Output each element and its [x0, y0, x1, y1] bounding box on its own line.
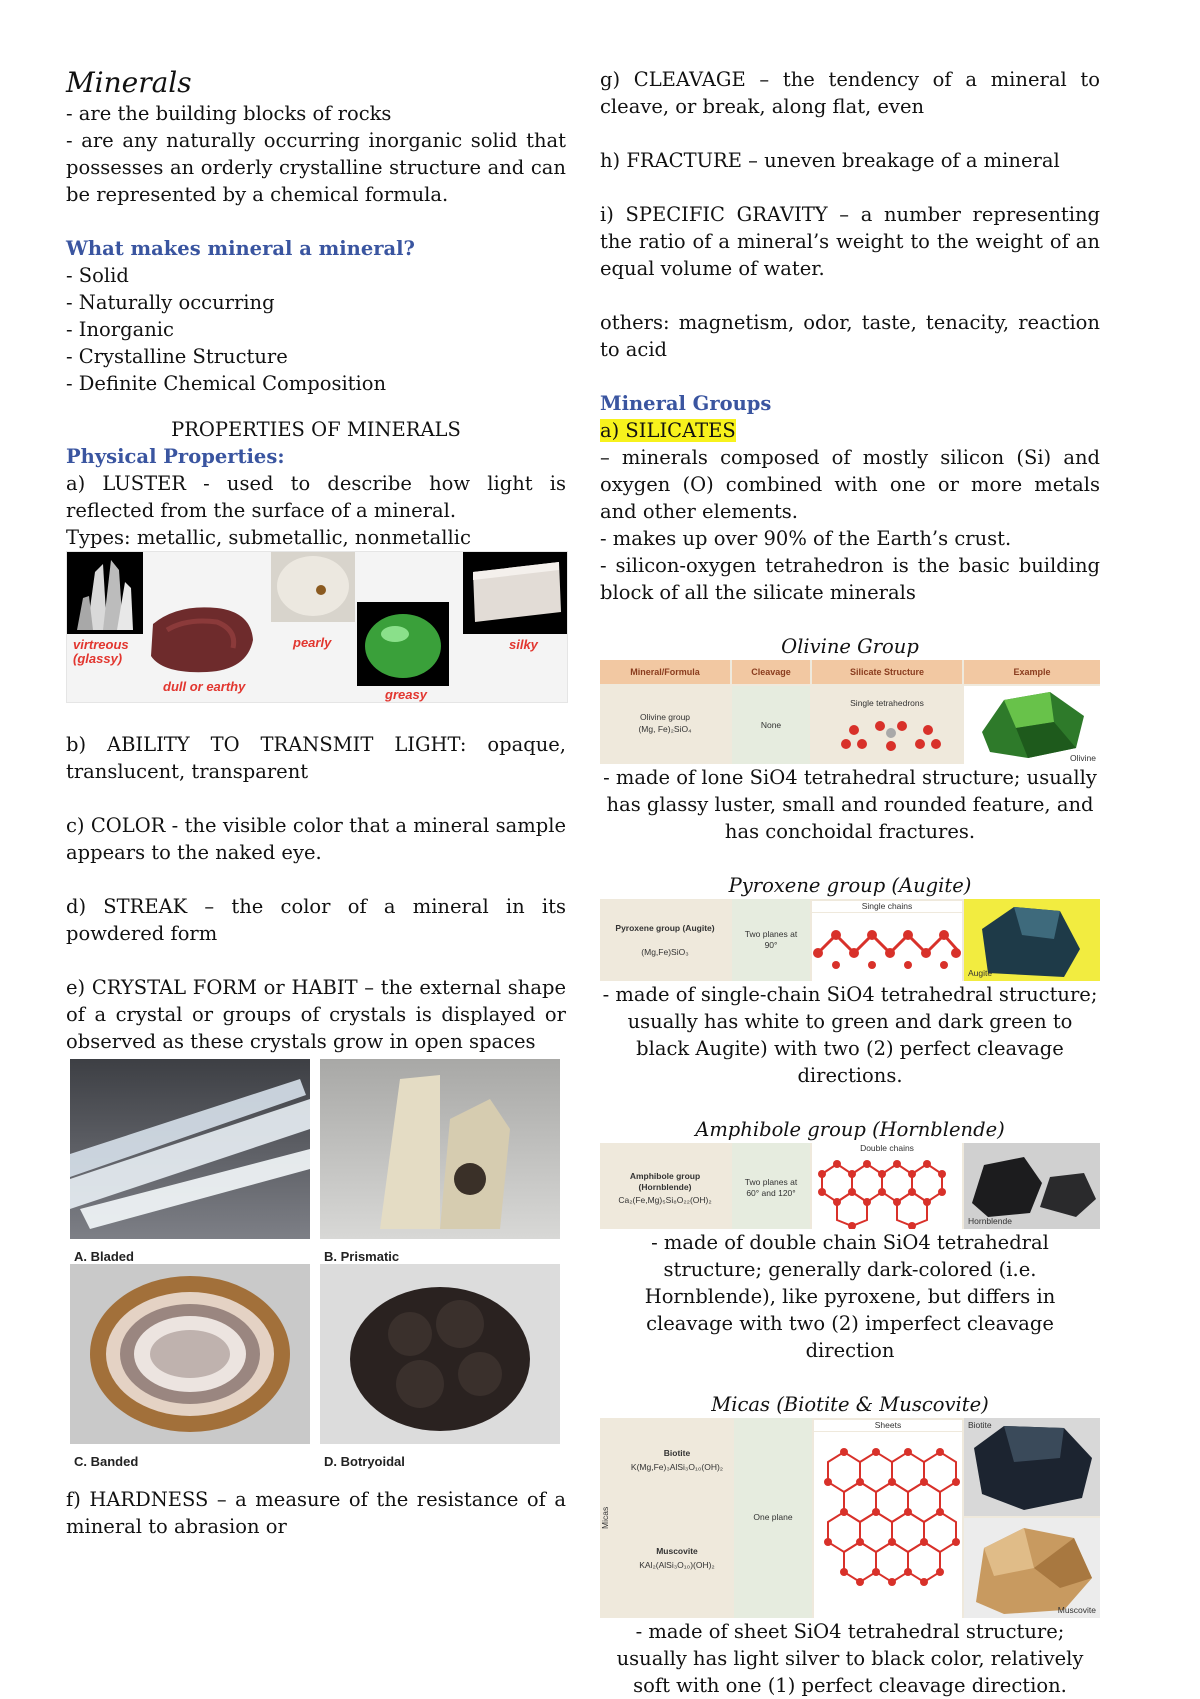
habit-caption: D. Botryoidal [324, 1454, 405, 1469]
banded-image [70, 1264, 310, 1444]
biotite-example-label: Biotite [968, 1420, 992, 1430]
habit-bladed [70, 1059, 310, 1264]
streak-definition: d) STREAK – the color of a mineral in its powdered form [66, 895, 566, 945]
pearly-label: pearly [293, 635, 332, 650]
biotite-formula: K(Mg,Fe)₃AlSi₃O₁₀(OH)₂ [630, 1462, 724, 1472]
table-header: Mineral/Formula [600, 660, 730, 684]
silky-label: silky [509, 637, 538, 652]
pyroxene-description: - made of single-chain SiO4 tetrahedral structure; usually has white to green and dark green to black Augite) with two (2) perfect cleavage directions. [602, 983, 1098, 1087]
augite-example-label: Augite [968, 968, 993, 978]
silicates-line-1: – minerals composed of mostly silicon (Si) and oxygen (O) combined with one or more metals and other elements. [600, 446, 1100, 523]
dull-label: dull or earthy [163, 679, 246, 694]
habit-prismatic [320, 1059, 560, 1264]
olivine-name: Olivine group [639, 712, 691, 722]
micas-structure: Sheets [814, 1420, 962, 1431]
amphibole-structure: Double chains [812, 1143, 962, 1154]
prismatic-image [320, 1059, 560, 1239]
physical-properties-heading: Physical Properties: [66, 445, 285, 468]
hardness-definition: f) HARDNESS – a measure of the resistance of a mineral to abrasion or [66, 1488, 566, 1538]
page-title: Minerals [66, 66, 192, 99]
specific-gravity-definition: i) SPECIFIC GRAVITY – a number representing the ratio of a mineral’s weight to the weight of an equal volume of water. [600, 203, 1100, 280]
transmit-light: b) ABILITY TO TRANSMIT LIGHT: opaque, translucent, transparent [66, 733, 566, 783]
amphibole-cleavage: Two planes at 60° and 120° [744, 1177, 798, 1198]
habit-banded [70, 1264, 310, 1469]
greasy-label: greasy [385, 687, 427, 702]
criteria-item: - Inorganic [66, 318, 174, 341]
olivine-cleavage: None [760, 720, 782, 730]
criteria-item: - Naturally occurring [66, 291, 275, 314]
definition-line-2: - are any naturally occurring inorganic solid that possesses an orderly crystalline structure and can be represented by a chemical formula. [66, 129, 566, 206]
left-column [66, 66, 566, 1540]
augite-example-image [964, 899, 1100, 981]
right-column [600, 66, 1100, 1699]
criteria-item: - Crystalline Structure [66, 345, 288, 368]
habit-caption: B. Prismatic [324, 1249, 400, 1264]
luster-definition: a) LUSTER - used to describe how light is reflected from the surface of a mineral. [66, 472, 566, 522]
definition-line-1: - are the building blocks of rocks [66, 102, 392, 125]
vitreous-label: virtreous (glassy) [73, 637, 129, 666]
micas-table [600, 1418, 1100, 1618]
olivine-table [600, 660, 1100, 764]
tetrahedron-diagram [836, 716, 946, 756]
silicates-label: a) SILICATES [600, 419, 736, 442]
amphibole-title: Amphibole group (Hornblende) [695, 1118, 1005, 1141]
hematite-image [147, 600, 257, 676]
cleavage-definition: g) CLEAVAGE – the tendency of a mineral to cleave, or break, along flat, even [600, 68, 1100, 118]
what-makes-heading: What makes mineral a mineral? [66, 237, 415, 260]
pyroxene-structure: Single chains [812, 901, 962, 912]
habit-caption: A. Bladed [74, 1249, 134, 1264]
muscovite-example-label: Muscovite [1057, 1605, 1096, 1615]
single-chain-diagram [812, 913, 962, 981]
olivine-example-label: Olivine [1070, 753, 1096, 763]
sheet-structure-diagram [814, 1432, 962, 1618]
properties-heading: PROPERTIES OF MINERALS [171, 418, 461, 441]
muscovite-example-image [964, 1518, 1100, 1618]
pyroxene-table [600, 899, 1100, 981]
micas-cleavage: One plane [753, 1512, 793, 1522]
pyroxene-cleavage: Two planes at 90° [744, 929, 798, 950]
habit-botryoidal [320, 1264, 560, 1469]
double-chain-diagram [812, 1154, 962, 1229]
amphibole-table [600, 1143, 1100, 1229]
color-definition: c) COLOR - the visible color that a mineral sample appears to the naked eye. [66, 814, 566, 864]
table-header: Example [964, 660, 1100, 684]
table-header: Cleavage [732, 660, 810, 684]
luster-figure [66, 551, 568, 703]
olivine-structure: Single tetrahedrons [850, 698, 924, 708]
silicates-line-2: - makes up over 90% of the Earth’s crust. [600, 527, 1012, 550]
olivine-title: Olivine Group [781, 635, 919, 658]
silicates-line-3: - silicon-oxygen tetrahedron is the basic building block of all the silicate minerals [600, 554, 1100, 604]
micas-side-label: Micas [600, 1506, 610, 1530]
fracture-definition: h) FRACTURE – uneven breakage of a mineral [600, 149, 1060, 172]
olivine-example-image [964, 686, 1100, 764]
criteria-item: - Definite Chemical Composition [66, 372, 387, 395]
amphibole-formula: Ca₂(Fe,Mg)₅Si₈O₂₂(OH)₂ [618, 1195, 712, 1205]
amphibole-name: Amphibole group (Hornblende) [629, 1171, 701, 1192]
hornblende-example-label: Hornblende [968, 1216, 1012, 1226]
biotite-name: Biotite [663, 1448, 691, 1458]
crystal-habit-figure [70, 1059, 564, 1474]
habit-caption: C. Banded [74, 1454, 139, 1469]
habit-definition: e) CRYSTAL FORM or HABIT – the external shape of a crystal or groups of crystals is displayed or observed as these crystals grow in open spaces [66, 976, 566, 1053]
pyroxene-title: Pyroxene group (Augite) [728, 874, 972, 897]
amphibole-description: - made of double chain SiO4 tetrahedral structure; generally dark-colored (i.e. Hornblende), like pyroxene, but differs in cleavage with two (2) imperfect cleavage direction [644, 1231, 1056, 1362]
muscovite-formula: KAl₂(AlSi₃O₁₀)(OH)₂ [639, 1560, 715, 1570]
bladed-image [70, 1059, 310, 1239]
olivine-formula: (Mg, Fe)₂SiO₄ [638, 724, 692, 734]
hornblende-example-image [964, 1143, 1100, 1229]
pyroxene-name: Pyroxene group (Augite) [615, 923, 715, 933]
luster-types: Types: metallic, submetallic, nonmetallic [66, 526, 471, 549]
others-line: others: magnetism, odor, taste, tenacity, reaction to acid [600, 311, 1100, 361]
muscovite-name: Muscovite [656, 1546, 698, 1556]
table-header: Silicate Structure [812, 660, 962, 684]
satin-spar-image [463, 552, 567, 634]
micas-description: - made of sheet SiO4 tetrahedral structure; usually has light silver to black color, relatively soft with one (1) perfect cleavage direction. [616, 1620, 1084, 1697]
biotite-example-image [964, 1418, 1100, 1516]
micas-title: Micas (Biotite & Muscovite) [711, 1393, 989, 1416]
jade-image [357, 602, 449, 686]
pyroxene-formula: (Mg,Fe)SiO₃ [641, 947, 689, 957]
pearl-image [271, 552, 355, 622]
mineral-groups-heading: Mineral Groups [600, 392, 772, 415]
criteria-item: - Solid [66, 264, 129, 287]
botryoidal-image [320, 1264, 560, 1444]
olivine-description: - made of lone SiO4 tetrahedral structure; usually has glassy luster, small and rounded feature, and has conchoidal fractures. [603, 766, 1097, 843]
quartz-crystal-image [67, 552, 143, 634]
